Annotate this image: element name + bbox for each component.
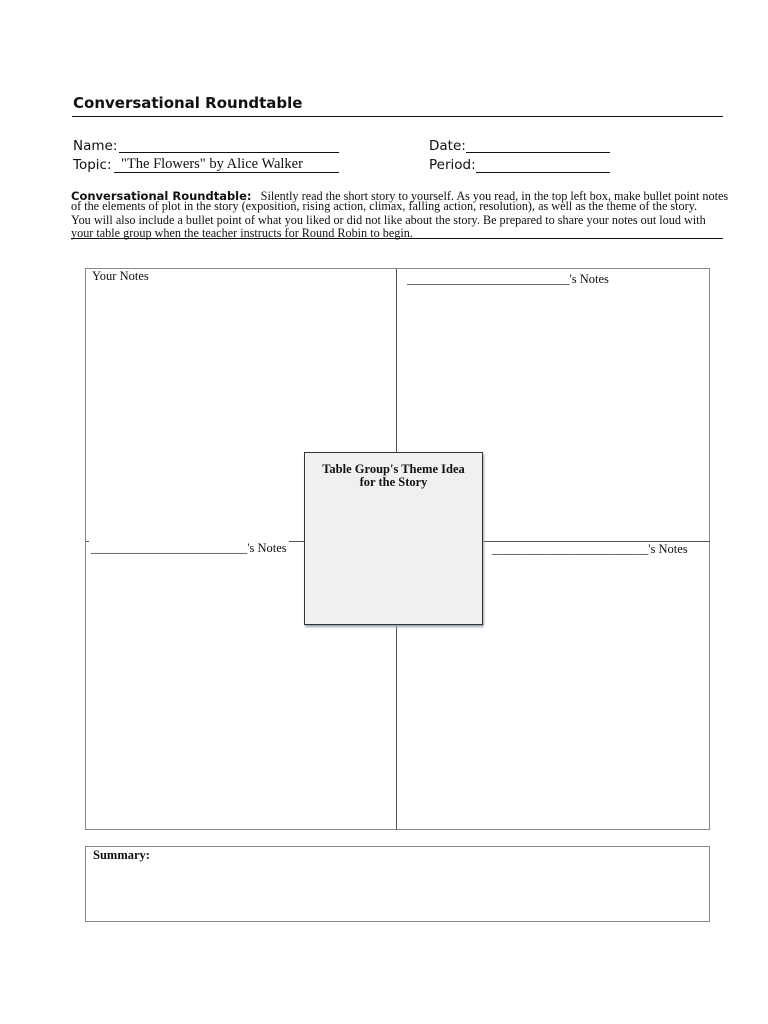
top-right-notes-label: __________________________'s Notes <box>407 272 609 286</box>
name-field[interactable] <box>119 152 339 153</box>
instructions-line-4: your table group when the teacher instructs for Round Robin to begin. <box>71 226 413 240</box>
instructions-label: Conversational Roundtable: <box>71 189 252 203</box>
name-label: Name: <box>73 138 118 154</box>
instructions-line-1: Silently read the short story to yourself. As you read, in the top left box, make bullet point notes <box>260 189 729 203</box>
theme-idea-box[interactable] <box>304 452 483 625</box>
instructions-line-2: of the elements of plot in the story (exposition, rising action, climax, falling action, resolution), as well as the theme of the story. <box>71 199 698 213</box>
instructions-rule <box>71 238 723 239</box>
theme-idea-line-1: Table Group's Theme Idea <box>322 462 465 476</box>
bottom-right-notes-label: _________________________'s Notes <box>492 542 688 556</box>
topic-value: "The Flowers" by Alice Walker <box>121 156 303 172</box>
bottom-left-notes-label: _________________________'s Notes <box>91 541 287 555</box>
summary-box[interactable] <box>85 846 710 922</box>
instructions <box>71 190 727 240</box>
title-divider <box>72 116 723 117</box>
page-title: Conversational Roundtable <box>73 94 303 112</box>
your-notes-label: Your Notes <box>92 269 149 283</box>
instructions-line-3: You will also include a bullet point of what you liked or did not like about the story. Be prepared to share your notes out loud with <box>71 213 706 227</box>
theme-idea-line-2: for the Story <box>359 475 428 489</box>
period-label: Period: <box>429 157 476 173</box>
topic-label: Topic: <box>73 157 112 173</box>
date-field[interactable] <box>466 152 610 153</box>
period-field[interactable] <box>476 172 610 173</box>
theme-idea-title <box>305 463 482 489</box>
summary-label: Summary: <box>93 848 150 862</box>
date-label: Date: <box>429 138 466 154</box>
